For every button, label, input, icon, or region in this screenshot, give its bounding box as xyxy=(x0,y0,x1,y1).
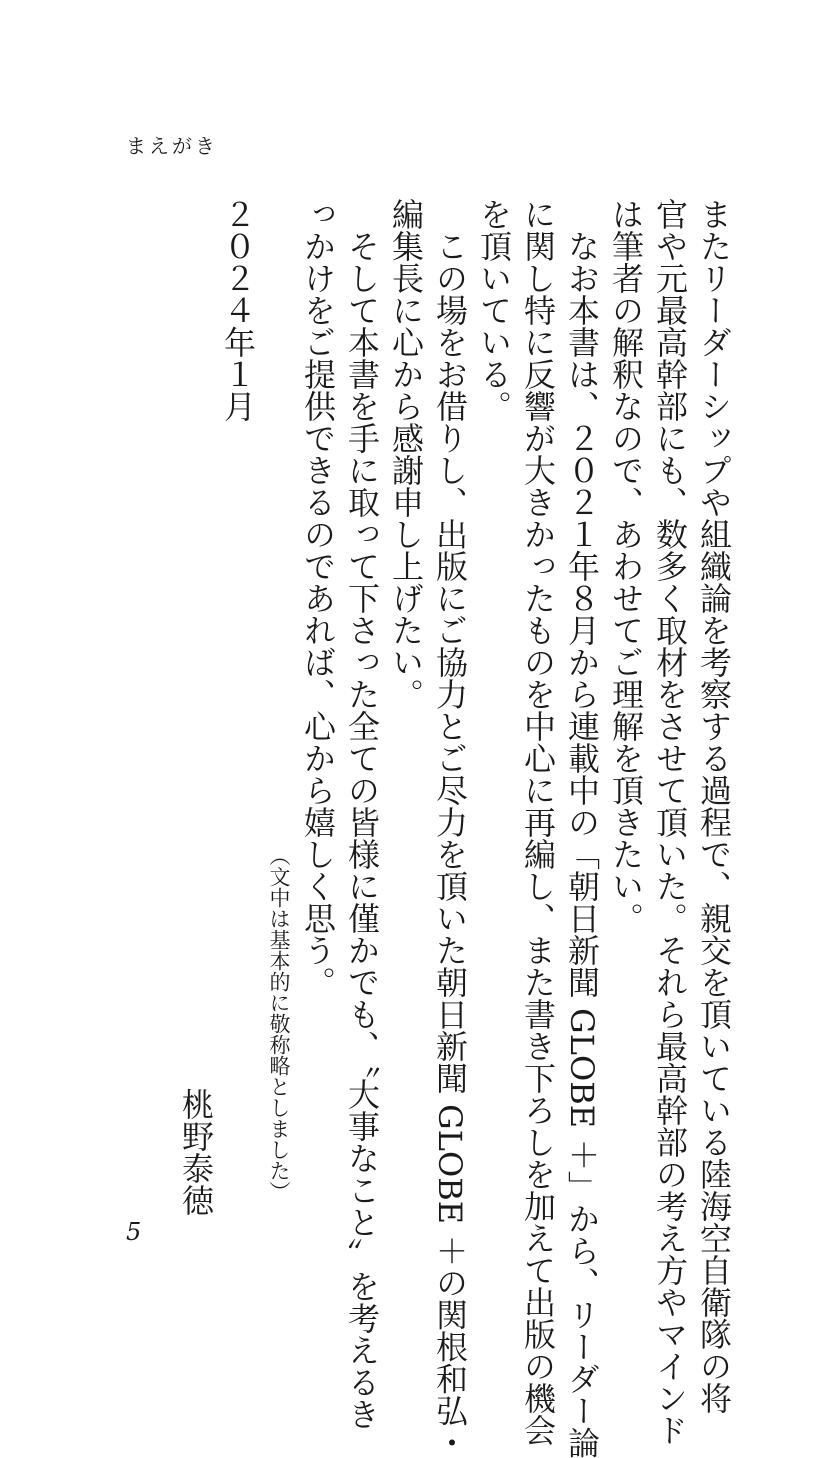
body-line-10: っかけをご提供できるのであれば、心から嬉しく思う。 xyxy=(299,198,337,998)
body-line-6: を頂いている。 xyxy=(475,198,513,422)
honorific-note: （文中は基本的に敬称略としました） xyxy=(267,845,291,1202)
body-line-5: に関し特に反響が大きかったものを中心に再編し、また書き下ろしを加えて出版の機会 xyxy=(519,198,557,1446)
body-line-4: なお本書は、２０２１年８月から連載中の「朝日新聞 GLOBE ＋」から、リーダー論 xyxy=(563,230,601,1458)
author-name: 桃野泰徳 xyxy=(177,1088,215,1216)
page-number: 5 xyxy=(126,1218,142,1246)
body-line-3: は筆者の解釈なので、あわせてご理解を頂きたい。 xyxy=(607,198,645,934)
body-line-7: この場をお借りし、出版にご協力とご尽力を頂いた朝日新聞 GLOBE ＋の関根和弘・ xyxy=(431,230,469,1458)
body-line-2: 官や元最高幹部にも、数多く取材をさせて頂いた。それら最高幹部の考え方やマインド xyxy=(651,198,689,1446)
date-line: ２０２４年１月 xyxy=(219,198,257,422)
body-line-8: 編集長に心から感謝申し上げたい。 xyxy=(387,198,425,710)
running-head: まえがき xyxy=(126,134,218,158)
body-line-1: またリーダーシップや組織論を考察する過程で、親交を頂いている陸海空自衛隊の将 xyxy=(695,198,733,1414)
body-line-9: そして本書を手に取って下さった全ての皆様に僅かでも、〝大事なこと〟を考えるき xyxy=(343,230,381,1430)
